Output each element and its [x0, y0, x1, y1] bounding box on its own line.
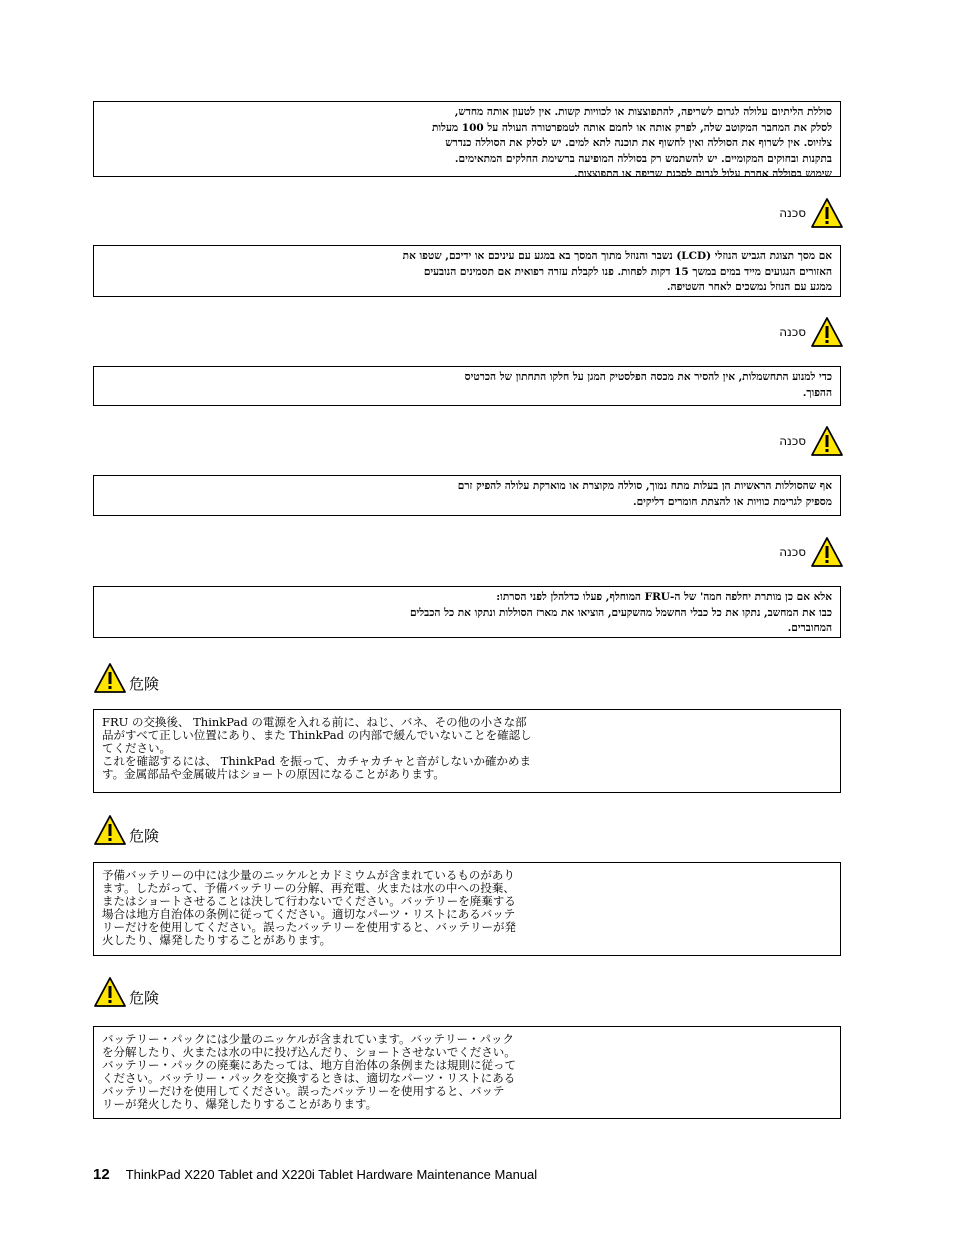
manual-title: ThinkPad X220 Tablet and X220i Tablet Hardware Maintenance Manual [125, 1167, 538, 1182]
notice-line: てください。 [102, 741, 171, 755]
notice-line: ההפוך. [802, 386, 832, 399]
danger-label: 危険 [129, 989, 160, 1007]
danger-warning-4 [779, 535, 844, 569]
notice-line: す。金属部品や金属破片はショートの原因になることがあります。 [102, 767, 445, 781]
page-footer [93, 1166, 537, 1183]
notice-line: バッテリー・パックの廃棄にあたっては、地方自治体の条例または規則に従って [102, 1058, 516, 1072]
notice-line: אף שהסוללות הראשיות הן בעלות מתח נמוך, סוללה מקוצרת או מוארקת עלולה להפיק זרם [457, 480, 832, 492]
notice-line: צלזיוס. אין לשרוף את הסוללה ואין לחשוף את תוכנה לתא למים. יש לסלק את הסוללה כנדרש [445, 137, 832, 149]
warning-triangle-icon [810, 536, 844, 568]
notice-line: バッテリー・パックには少量のニッケルが含まれています。バッテリー・パック [102, 1032, 515, 1046]
danger-label: סכנה [779, 325, 806, 339]
danger-warning-1 [779, 196, 844, 230]
japanese-danger-warning-3 [93, 974, 159, 1008]
notice-line: これを確認するには、 ThinkPad を振って、カチャカチャと音がしないか確かめま [102, 754, 531, 768]
japanese-notice-box-1 [93, 709, 841, 793]
notice-line: האזורים הנגועים מייד במים במשך 15 דקות לפחות. פנו לקבלת עזרה רפואית אם תסמינים הנובעים [423, 265, 832, 278]
warning-triangle-icon [810, 316, 844, 348]
japanese-danger-warning-2 [93, 812, 159, 846]
notice-line: 場合は地方自治体の条例に従ってください。適切なパーツ・リストにあるバッテ [102, 907, 516, 921]
notice-line: לסלק את המחבר המקוטב שלה, לפרק אותה או לחמם אותה לטמפרטורה העולה על 100 מעלות [431, 121, 832, 134]
notice-line: またはショートさせることは決して行わないでください。バッテリーを廃棄する [102, 894, 516, 908]
danger-label: 危険 [129, 827, 160, 845]
japanese-notice-box-3 [93, 1026, 841, 1119]
notice-line: 品がすべて正しい位置にあり、また ThinkPad の内部で緩んでいないことを確認し [102, 728, 532, 742]
danger-label: סכנה [779, 434, 806, 448]
warning-triangle-icon [93, 814, 127, 846]
notice-line: リーだけを使用してください。誤ったバッテリーを使用すると、バッテリーが発 [102, 920, 516, 934]
notice-line: שימוש בסוללה אחרת עלול לגרום לסכנת שריפה או התפוצצות. [573, 168, 832, 180]
hebrew-notice-box-5 [93, 586, 841, 638]
notice-line: 予備バッテリーの中には少量のニッケルとカドミウムが含まれているものがあり [102, 868, 515, 882]
notice-line: を分解したり、火または水の中に投げ込んだり、ショートさせないでください。 [102, 1045, 516, 1059]
hebrew-notice-box-4 [93, 475, 841, 516]
japanese-notice-box-2 [93, 862, 841, 956]
warning-triangle-icon [810, 197, 844, 229]
notice-line: ます。したがって、予備バッテリーの分解、再充電、火または水の中への投棄、 [102, 881, 515, 895]
warning-triangle-icon [810, 425, 844, 457]
notice-line: מספיק לגרימת כוויות או להצתת חומרים דליקים. [632, 495, 832, 508]
danger-label: 危険 [129, 675, 160, 693]
page-number: 12 [93, 1166, 110, 1183]
notice-line: כדי למנוע התחשמלות, אין להסיר את מכסה הפלסטיק המגן על חלקו התחתון של הכרטיס [464, 371, 832, 383]
danger-label: סכנה [779, 206, 806, 220]
notice-line: אם מסך תצוגת הגביש הנוזלי (LCD) נשבר והנוזל מתוך המסך בא במגע עם עיניכם או ידיכם, שטפו את [402, 250, 832, 262]
notice-line: 火したり、爆発したりすることがあります。 [102, 933, 332, 947]
danger-label: סכנה [779, 545, 806, 559]
hebrew-notice-box-1 [93, 101, 841, 180]
notice-line: ください。バッテリー・パックを交換するときは、適切なパーツ・リストにある [102, 1071, 516, 1085]
notice-line: אלא אם כן מותרת יחלפה חמה' של ה-FRU המוחלף, פעלו כדלהלן לפני הסרתו: [496, 591, 832, 603]
notice-line: המחוברים. [787, 622, 832, 634]
notice-line: ממגע עם הנוזל נמשכים לאחר השטיפה. [666, 281, 832, 293]
japanese-danger-warning-1 [93, 660, 159, 694]
warning-triangle-icon [93, 662, 127, 694]
danger-warning-2 [779, 315, 844, 349]
danger-warning-3 [779, 424, 844, 458]
notice-line: סוללת הליתיום עלולה לגרום לשריפה, להתפוצצות או לכוויות קשות. אין לטעון אותה מחדש, [454, 106, 832, 118]
warning-triangle-icon [93, 976, 127, 1008]
notice-line: FRU の交換後、 ThinkPad の電源を入れる前に、ねじ、バネ、その他の小さな部 [102, 715, 527, 729]
notice-line: כבו את המחשב, נתקו את כל כבלי החשמל מהשקעים, הוציאו את מארז הסוללות ונתקו את כל הכבלים [409, 606, 832, 619]
notice-line: リーが発火したり、爆発したりすることがあります。 [102, 1097, 378, 1111]
notice-line: バッテリーだけを使用してください。誤ったバッテリーを使用すると、バッテ [102, 1084, 505, 1098]
notice-line: בתקנות ובחוקים המקומיים. יש להשתמש רק בסוללה המופיעה ברשימת החלקים המתאימים. [454, 152, 832, 165]
hebrew-notice-box-2 [93, 245, 841, 297]
hebrew-notice-box-3 [93, 366, 841, 406]
